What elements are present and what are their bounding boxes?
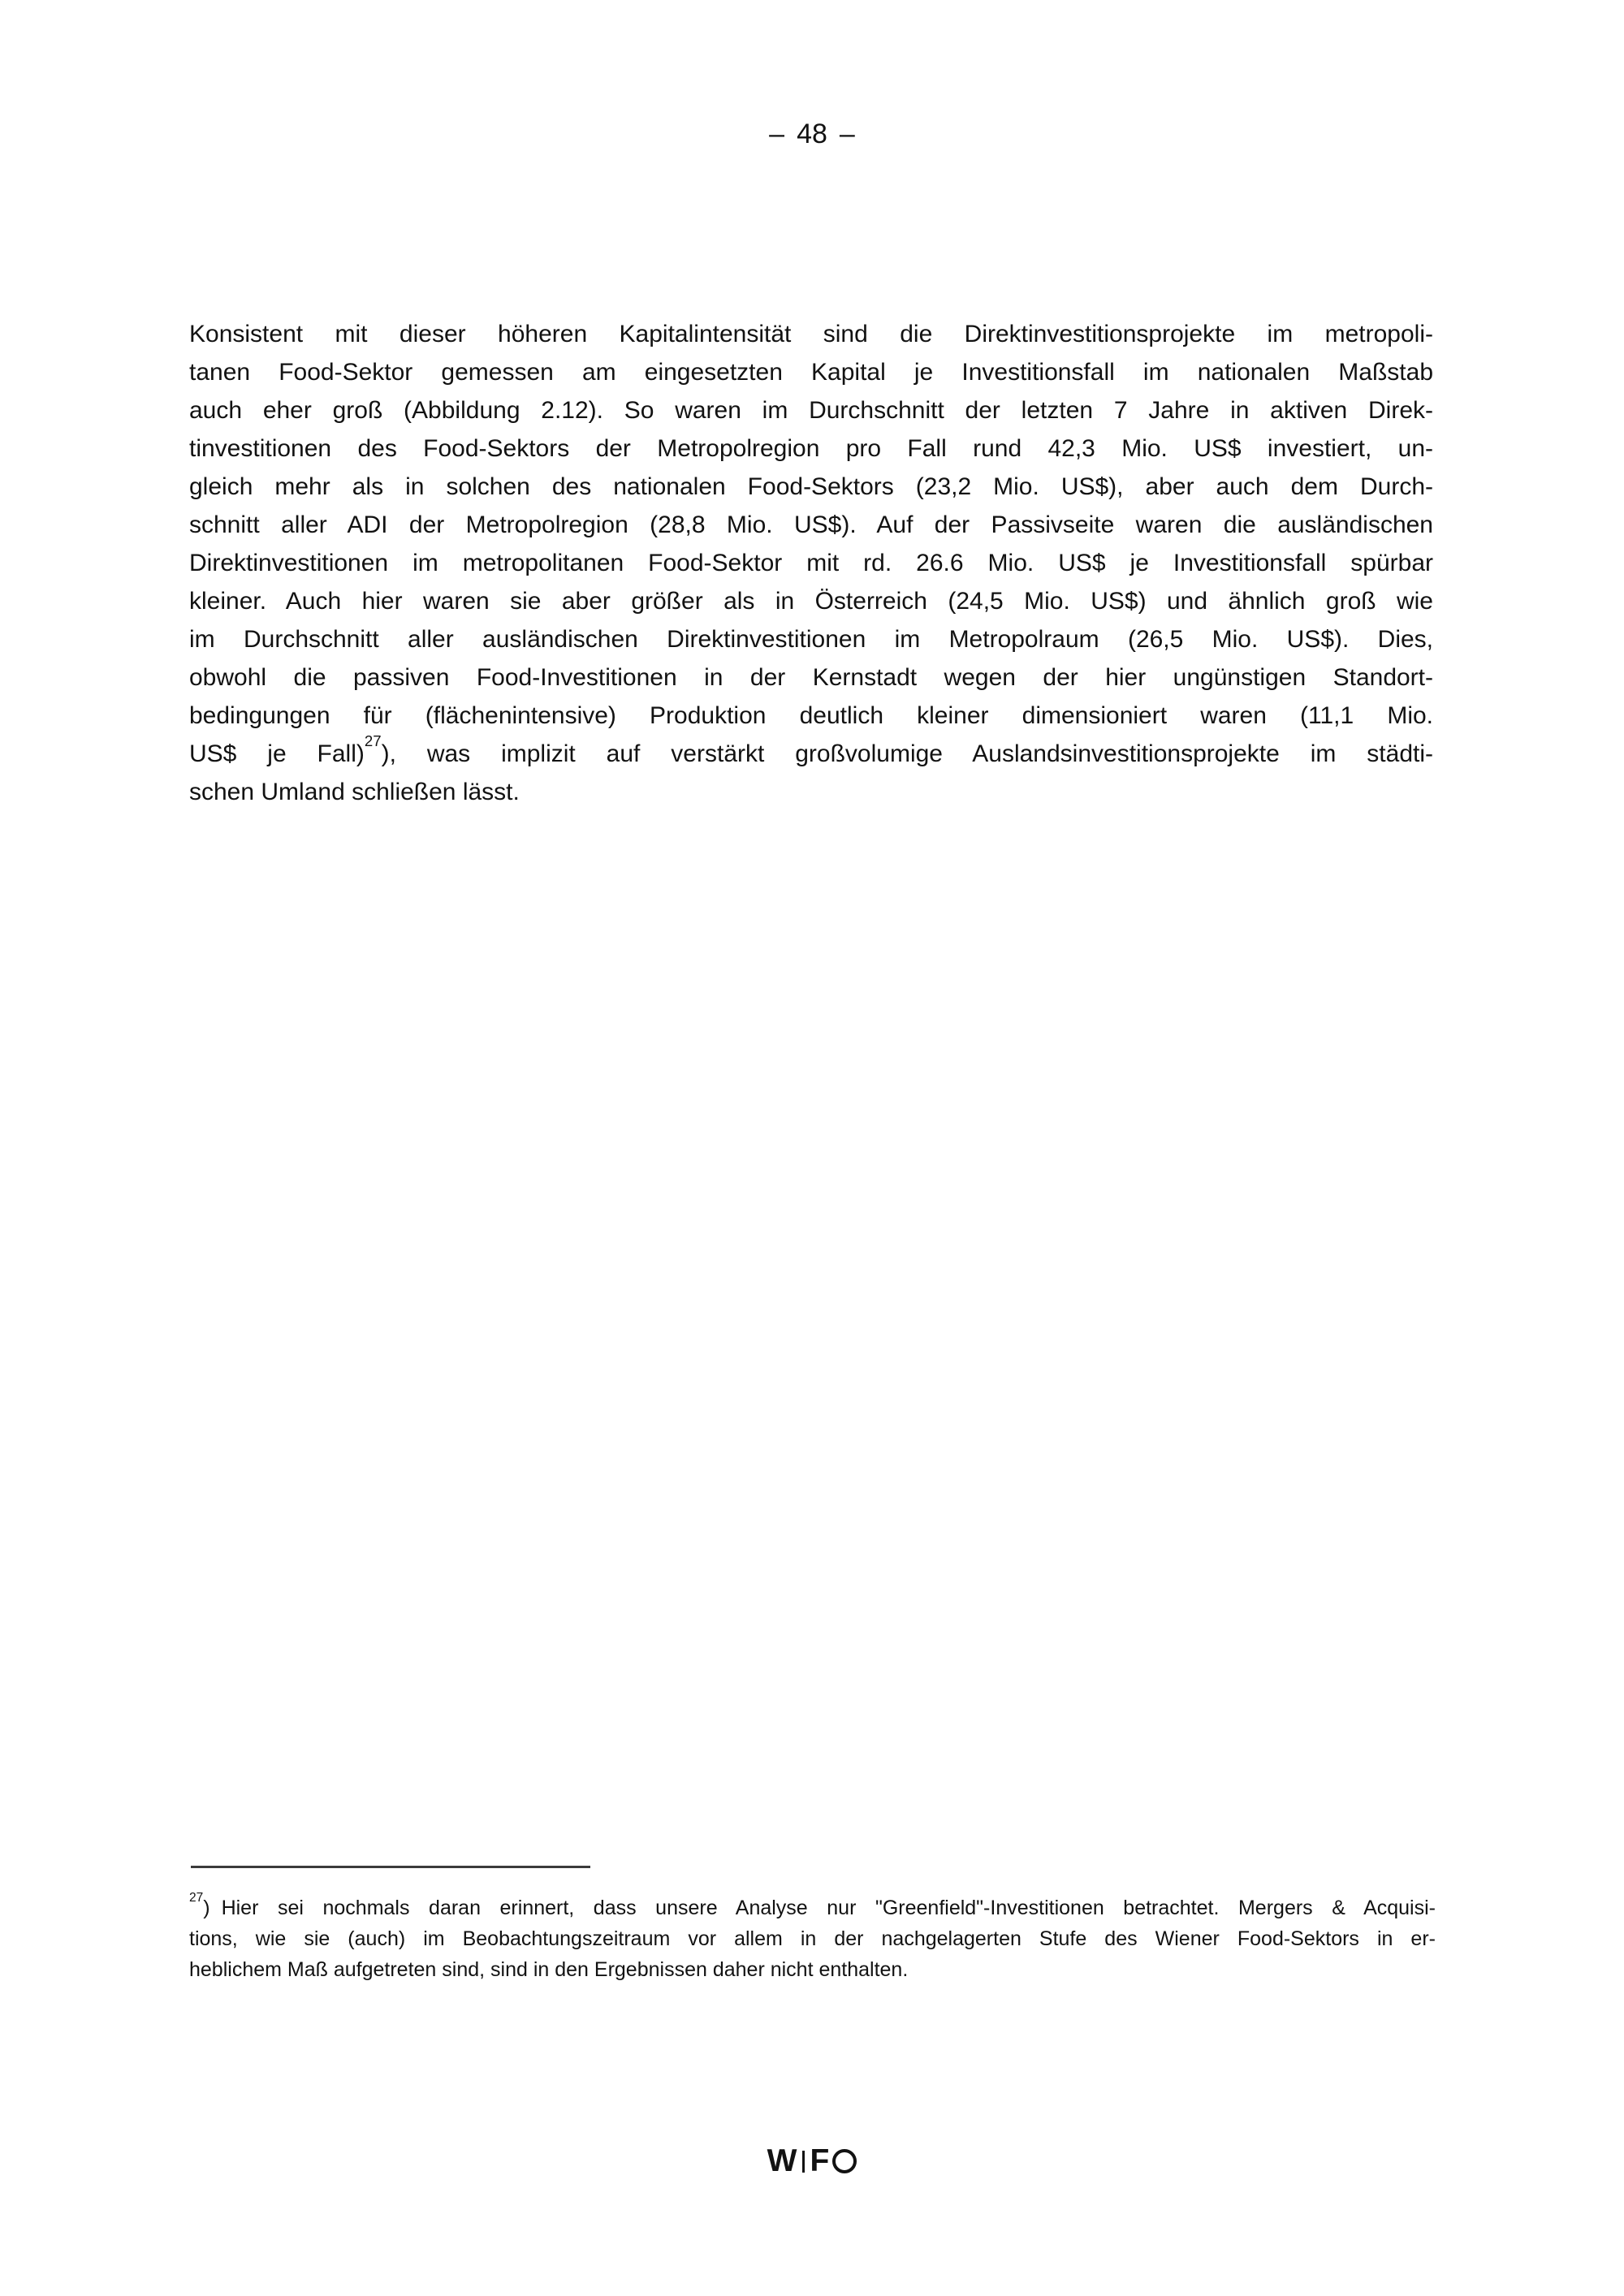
footnote — [189, 1892, 1436, 1985]
footnote-line: tions, wie sie (auch) im Beobachtungszeitraum vor allem in der nachgelagerten Stufe des Wiener Food-Sektors in er- — [189, 1927, 1436, 1950]
page-number-value: 48 — [797, 119, 827, 149]
page-number-dash-left: – — [769, 119, 785, 149]
logo-letter-f: F — [810, 2143, 830, 2178]
footnote-line-text: Hier sei nochmals daran erinnert, dass unsere Analyse nur "Greenfield"-Investitionen betrachtet. Mergers & Acquisi- — [221, 1897, 1436, 1919]
paragraph-line: bedingungen für (flächenintensive) Produktion deutlich kleiner dimensioniert waren (11,1 Mio. — [189, 702, 1433, 729]
footnote-rule — [191, 1866, 590, 1868]
footnote-reference-superscript: 27 — [364, 732, 382, 749]
wifo-logo — [0, 2143, 1624, 2178]
logo-letter-w: W — [767, 2143, 797, 2178]
footnote-marker-close: ) — [203, 1897, 210, 1919]
body-paragraph — [189, 315, 1433, 811]
paragraph-line: tanen Food-Sektor gemessen am eingesetzten Kapital je Investitionsfall im nationalen Maßstab — [189, 359, 1433, 386]
paragraph-line: schen Umland schließen lässt. — [189, 779, 520, 805]
footnote-line — [189, 1892, 1436, 1923]
footnote-marker-superscript: 27 — [189, 1890, 204, 1905]
paragraph-line: tinvestitionen des Food-Sektors der Metropolregion pro Fall rund 42,3 Mio. US$ investiert, un- — [189, 435, 1433, 462]
paragraph-line: kleiner. Auch hier waren sie aber größer als in Österreich (24,5 Mio. US$) und ähnlich groß wie — [189, 588, 1433, 615]
logo-divider-bar — [802, 2151, 805, 2173]
paragraph-line: im Durchschnitt aller ausländischen Direktinvestitionen im Metropolraum (26,5 Mio. US$). Dies, — [189, 626, 1433, 653]
paragraph-line: schnitt aller ADI der Metropolregion (28,8 Mio. US$). Auf der Passivseite waren die ausländischen — [189, 511, 1433, 538]
paragraph-line — [189, 732, 1433, 773]
page-number-dash-right: – — [839, 119, 855, 149]
page-number — [0, 120, 1624, 148]
paragraph-line: auch eher groß (Abbildung 2.12). So waren im Durchschnitt der letzten 7 Jahre in aktiven Direk- — [189, 397, 1433, 424]
paragraph-line: Direktinvestitionen im metropolitanen Food-Sektor mit rd. 26.6 Mio. US$ je Investitionsfall spürbar — [189, 550, 1433, 576]
footnote-line: heblichem Maß aufgetreten sind, sind in den Ergebnissen daher nicht enthalten. — [189, 1958, 909, 1981]
paragraph-line-text: US$ je Fall) — [189, 740, 365, 767]
paragraph-line: Konsistent mit dieser höheren Kapitalintensität sind die Direktinvestitionsprojekte im metropoli- — [189, 321, 1433, 347]
logo-circle-icon — [832, 2149, 857, 2173]
paragraph-line: obwohl die passiven Food-Investitionen in der Kernstadt wegen der hier ungünstigen Standort- — [189, 664, 1433, 691]
paragraph-line: gleich mehr als in solchen des nationalen Food-Sektors (23,2 Mio. US$), aber auch dem Durch- — [189, 473, 1433, 500]
paragraph-line-text: ), was implizit auf verstärkt großvolumige Auslandsinvestitionsprojekte im städti- — [381, 740, 1433, 767]
